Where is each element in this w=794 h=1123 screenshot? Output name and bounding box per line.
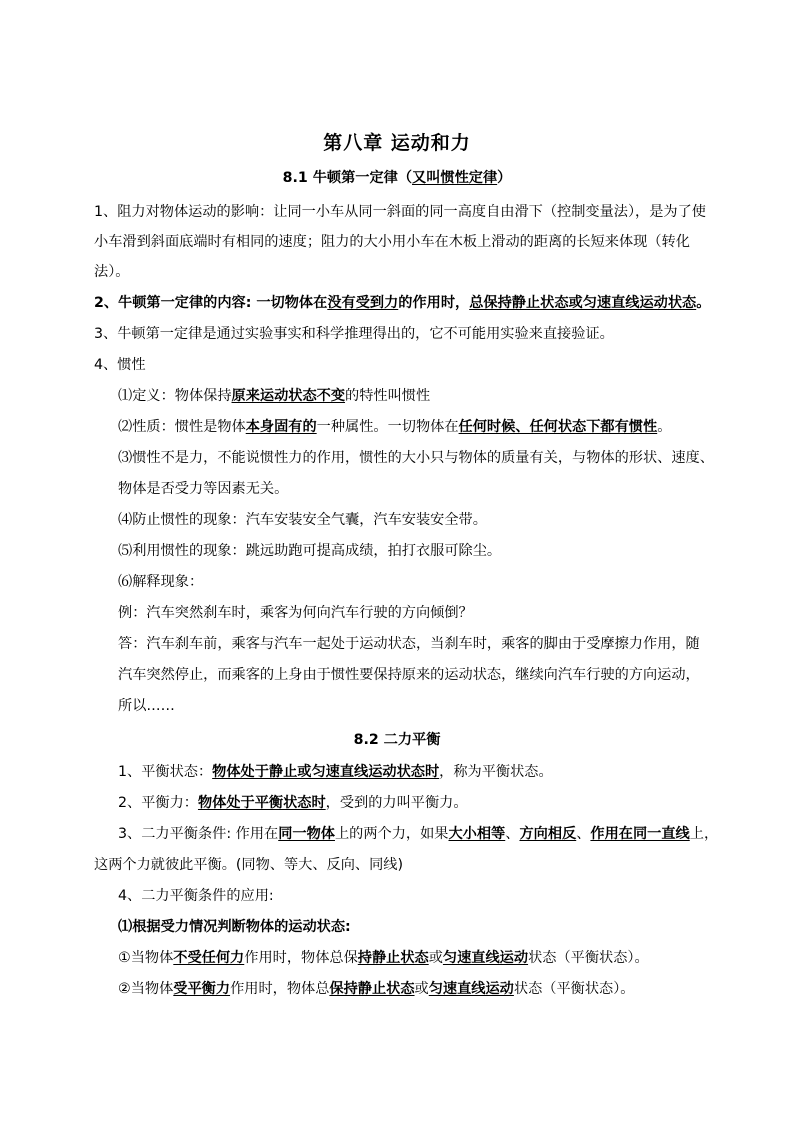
text: 。 xyxy=(657,419,672,435)
text: 2、平衡力： xyxy=(118,795,198,811)
underlined-text: 原来运动状态不变 xyxy=(231,388,346,404)
heading-underlined-text: 又叫惯性定律 xyxy=(412,170,498,186)
underlined-text: 物体处于平衡状态时 xyxy=(197,795,326,811)
example-question: 例：汽车突然刹车时，乘客为何向汽车行驶的方向倾倒？ xyxy=(118,605,473,621)
paragraph-line: 物体是否受力等因素无关。 xyxy=(118,481,289,497)
text: ⑴定义：物体保持 xyxy=(118,388,232,404)
underlined-text: 方向相反 xyxy=(519,826,577,842)
paragraph-line: 4、二力平衡条件的应用: xyxy=(118,888,274,904)
equilibrium-state xyxy=(118,762,553,782)
heading-text-end: ） xyxy=(497,170,512,186)
text: ⑵性质：惯性是物体 xyxy=(118,419,246,435)
text: 、 xyxy=(505,826,520,842)
text: 上， xyxy=(689,826,719,842)
paragraph-line: 3、牛顿第一定律是通过实验事实和科学推理得出的，它不可能用实验来直接验证。 xyxy=(94,326,614,342)
answer-line: 答：汽车刹车前，乘客与汽车一起处于运动状态，当刹车时，乘客的脚由于受摩擦力作用，随 xyxy=(118,636,700,652)
balanced-forces xyxy=(118,793,468,813)
case-no-force xyxy=(118,948,649,968)
underlined-text: 持静止状态 xyxy=(357,950,429,966)
case-balanced-force xyxy=(118,979,634,999)
text: 状态（平衡状态）。 xyxy=(513,981,635,997)
chapter-title: 第八章 运动和力 xyxy=(323,132,471,154)
underlined-text: 总保持静止状态或匀速直线运动状态 xyxy=(469,295,697,311)
paragraph-line: 这两个力就彼此平衡。(同物、等大、反向、同线) xyxy=(94,857,404,873)
paragraph-line: ⑹解释现象： xyxy=(118,574,204,590)
text: ②当物体 xyxy=(118,981,174,997)
text: ，受到的力叫平衡力。 xyxy=(325,795,468,811)
underlined-text: 任何时候、任何状态下都有惯性 xyxy=(458,419,658,435)
underlined-text: 不受任何力 xyxy=(173,950,245,966)
text: 的作用时， xyxy=(398,295,470,311)
text: 作用时，物体总 xyxy=(230,981,330,997)
underlined-text: 保持静止状态 xyxy=(329,981,415,997)
paragraph-line: 小车滑到斜面底端时有相同的速度；阻力的大小用小车在木板上滑动的距离的长短来体现（转化 xyxy=(94,234,690,250)
underlined-text: 物体处于静止或匀速直线运动状态时 xyxy=(212,764,440,780)
text: 作用时，物体总保 xyxy=(244,950,358,966)
text: 、 xyxy=(576,826,591,842)
paragraph-line: 法）。 xyxy=(94,264,130,280)
text: 一种属性。一切物体在 xyxy=(316,419,459,435)
text: 。 xyxy=(696,295,711,311)
text: ①当物体 xyxy=(118,950,174,966)
text: 或 xyxy=(414,981,429,997)
underlined-text: 受平衡力 xyxy=(173,981,231,997)
text: 上的两个力，如果 xyxy=(334,826,449,842)
text: 1、平衡状态： xyxy=(118,764,213,780)
text: ，称为平衡状态。 xyxy=(439,764,553,780)
underlined-text: 作用在同一直线 xyxy=(590,826,690,842)
underlined-text: 匀速直线运动 xyxy=(442,950,529,966)
inertia-property xyxy=(118,417,671,437)
answer-line: 汽车突然停止，而乘客的上身由于惯性要保持原来的运动状态，继续向汽车行驶的方向运动， xyxy=(118,667,700,683)
paragraph-line: ⑶惯性不是力，不能说惯性力的作用，惯性的大小只与物体的质量有关，与物体的形状、速度、 xyxy=(118,450,714,466)
text: 的特性叫惯性 xyxy=(345,388,431,404)
paragraph-line: 1、阻力对物体运动的影响：让同一小车从同一斜面的同一高度自由滑下（控制变量法），是为了使 xyxy=(94,204,706,220)
paragraph-line: ⑸利用惯性的现象：跳远助跑可提高成绩，拍打衣服可除尘。 xyxy=(118,543,502,559)
text: 2、牛顿第一定律的内容: 一切物体在 xyxy=(94,295,328,311)
underlined-text: 本身固有的 xyxy=(245,419,317,435)
text: 3、二力平衡条件: 作用在 xyxy=(118,826,279,842)
sub-heading: ⑴根据受力情况判断物体的运动状态: xyxy=(118,919,351,935)
underlined-text: 同一物体 xyxy=(278,826,335,842)
underlined-text: 没有受到力 xyxy=(327,295,399,311)
section-8-2-heading: 8.2 二力平衡 xyxy=(353,732,441,748)
underlined-text: 匀速直线运动 xyxy=(428,981,514,997)
paragraph-line: ⑷防止惯性的现象：汽车安装安全气囊，汽车安装安全带。 xyxy=(118,512,487,528)
text: 或 xyxy=(428,950,443,966)
text: 状态（平衡状态）。 xyxy=(528,950,649,966)
section-8-1-heading xyxy=(0,168,794,188)
heading-text: 8.1 牛顿第一定律（ xyxy=(282,170,413,186)
underlined-text: 大小相等 xyxy=(448,826,506,842)
newton-first-law xyxy=(94,293,710,313)
inertia-definition xyxy=(118,386,430,406)
paragraph-line: 4、惯性 xyxy=(94,357,146,373)
two-force-conditions xyxy=(118,824,718,844)
answer-line: 所以…… xyxy=(118,698,175,714)
